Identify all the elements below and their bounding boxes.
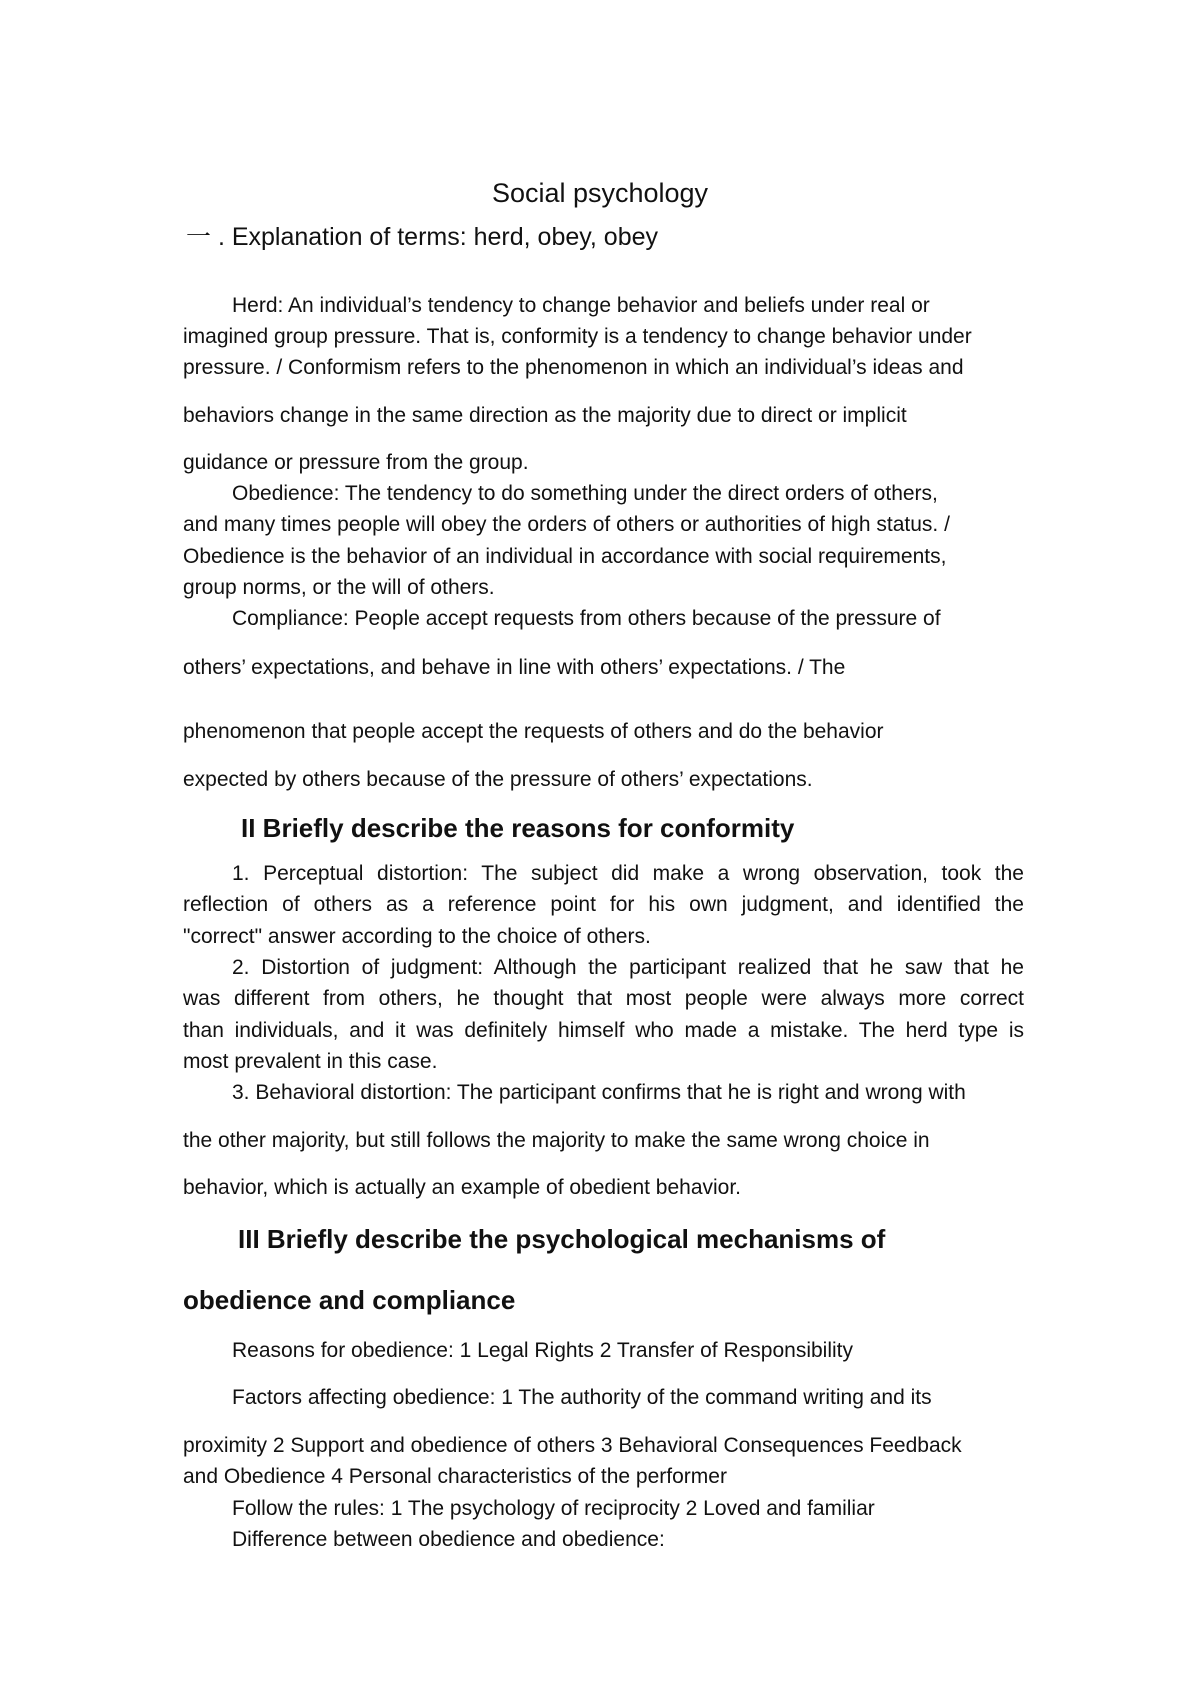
- paragraph-line: most prevalent in this case.: [183, 1050, 438, 1073]
- paragraph-line: proximity 2 Support and obedience of others 3 Behavioral Consequences Feedback: [183, 1434, 962, 1457]
- paragraph-line: 2. Distortion of judgment: Although the participant realized that he saw that he: [232, 956, 1024, 979]
- paragraph-line: Reasons for obedience: 1 Legal Rights 2 Transfer of Responsibility: [232, 1339, 854, 1362]
- paragraph-line: reflection of others as a reference point for his own judgment, and identified the: [183, 893, 1024, 916]
- paragraph-line: group norms, or the will of others.: [183, 576, 495, 599]
- paragraph-line: others’ expectations, and behave in line with others’ expectations. / The: [183, 656, 846, 679]
- paragraph-line: pressure. / Conformism refers to the phenomenon in which an individual’s ideas and: [183, 356, 964, 379]
- paragraph-line: Obedience is the behavior of an individual in accordance with social requirements,: [183, 545, 947, 568]
- paragraph-line: behavior, which is actually an example of obedient behavior.: [183, 1176, 742, 1199]
- document-title: Social psychology: [491, 178, 709, 208]
- paragraph-line: expected by others because of the pressure of others’ expectations.: [183, 768, 813, 791]
- paragraph-line: the other majority, but still follows the majority to make the same wrong choice in: [183, 1129, 930, 1152]
- paragraph-line: Obedience: The tendency to do something under the direct orders of others,: [232, 482, 938, 505]
- paragraph-line: Herd: An individual’s tendency to change behavior and beliefs under real or: [232, 294, 930, 317]
- paragraph-line: and many times people will obey the orders of others or authorities of high status. /: [183, 513, 950, 536]
- paragraph-line: Compliance: People accept requests from others because of the pressure of: [232, 607, 941, 630]
- section-2-heading: II Briefly describe the reasons for conformity: [241, 813, 795, 843]
- paragraph-line: phenomenon that people accept the requests of others and do the behavior: [183, 720, 884, 743]
- paragraph-line: guidance or pressure from the group.: [183, 451, 529, 474]
- section-1-heading: 一 . Explanation of terms: herd, obey, obey: [186, 223, 659, 251]
- paragraph-line: and Obedience 4 Personal characteristics of the performer: [183, 1465, 727, 1488]
- paragraph-line: imagined group pressure. That is, conformity is a tendency to change behavior under: [183, 325, 972, 348]
- paragraph-line: than individuals, and it was definitely himself who made a mistake. The herd type is: [183, 1019, 1024, 1042]
- paragraph-line: "correct" answer according to the choice of others.: [183, 925, 651, 948]
- paragraph-line: behaviors change in the same direction as the majority due to direct or implicit: [183, 404, 907, 427]
- paragraph-line: Factors affecting obedience: 1 The authority of the command writing and its: [232, 1386, 932, 1409]
- paragraph-line: was different from others, he thought that most people were always more correct: [183, 987, 1024, 1010]
- section-3-heading-continued: obedience and compliance: [183, 1285, 516, 1315]
- section-3-heading: III Briefly describe the psychological mechanisms of: [238, 1224, 886, 1254]
- paragraph-line: 1. Perceptual distortion: The subject did make a wrong observation, took the: [232, 862, 1024, 885]
- paragraph-line: Follow the rules: 1 The psychology of reciprocity 2 Loved and familiar: [232, 1497, 875, 1520]
- paragraph-line: Difference between obedience and obedience:: [232, 1528, 665, 1551]
- paragraph-line: 3. Behavioral distortion: The participant confirms that he is right and wrong with: [232, 1081, 966, 1104]
